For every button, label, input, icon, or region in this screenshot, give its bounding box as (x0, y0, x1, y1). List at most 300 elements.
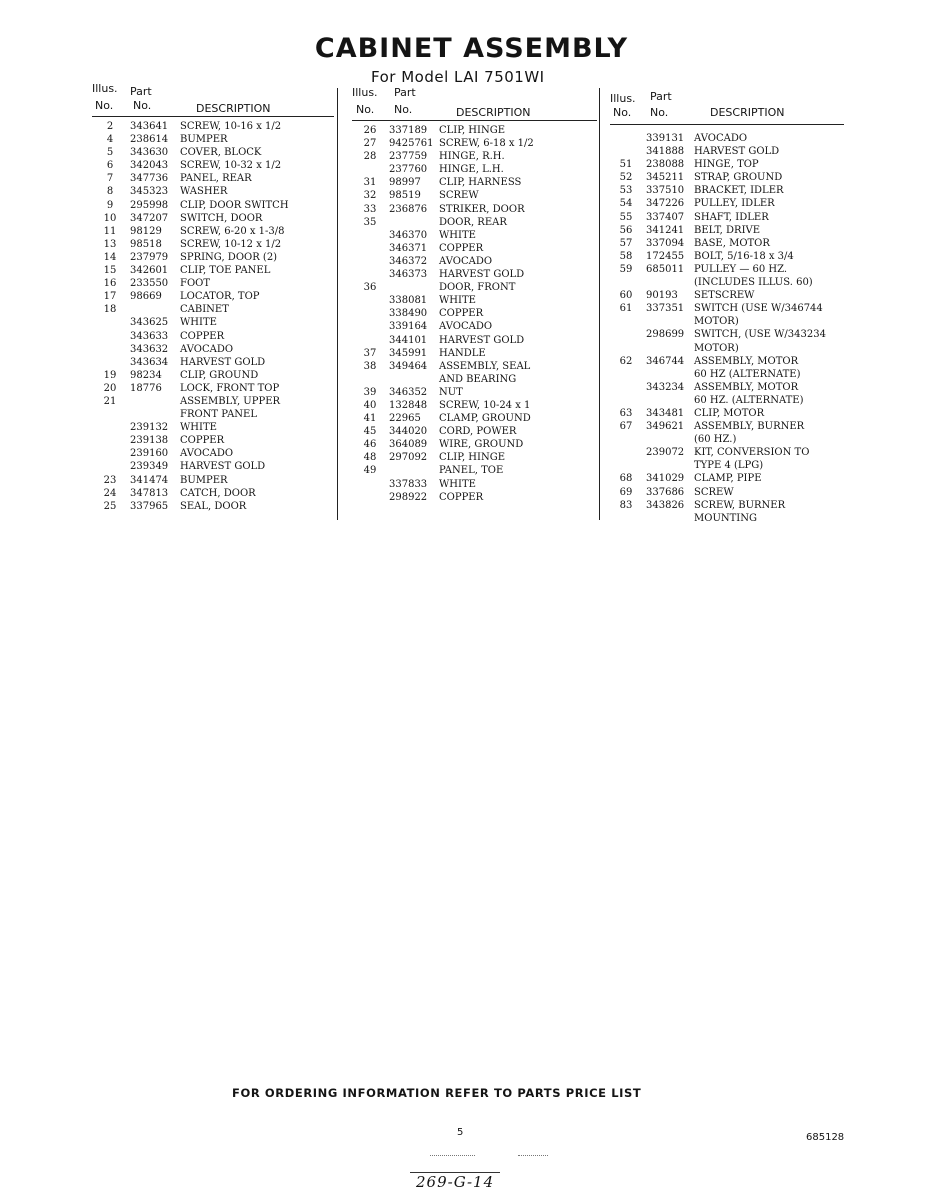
part-number: 239138 (130, 435, 169, 447)
table-row (610, 368, 844, 381)
part-description: CLIP, HINGE (439, 125, 506, 136)
table-row (610, 145, 844, 158)
part-number: 297092 (389, 452, 428, 464)
table-row (610, 472, 844, 485)
table-row (92, 356, 334, 369)
part-number: 9425761 (389, 138, 434, 150)
table-row (610, 158, 844, 171)
illus-number: 58 (619, 250, 633, 262)
table-row (610, 263, 844, 276)
part-description: SETSCREW (694, 290, 755, 302)
part-number: 337686 (646, 486, 685, 498)
part-number: 346373 (389, 269, 428, 281)
part-description: AVOCADO (180, 448, 234, 460)
part-description: HARVEST GOLD (180, 356, 266, 368)
table-row (610, 446, 844, 459)
illus-number: 37 (363, 347, 377, 359)
table-row (92, 330, 334, 343)
part-number: 239349 (130, 461, 169, 473)
header-part: Part (650, 90, 672, 103)
table-row (610, 250, 844, 263)
illus-number: 36 (363, 282, 377, 294)
illus-number: 46 (363, 439, 377, 451)
table-row (610, 197, 844, 210)
part-number: 239132 (130, 422, 169, 434)
part-number: 337833 (389, 478, 428, 490)
part-number: 337407 (646, 211, 685, 223)
part-number: 349621 (646, 421, 685, 433)
table-row (352, 255, 597, 268)
table-row (92, 133, 334, 146)
part-description: WHITE (180, 317, 217, 329)
illus-number: 14 (103, 251, 117, 263)
part-number: 239160 (130, 448, 169, 460)
illus-number: 7 (106, 173, 114, 185)
part-number: 346370 (389, 229, 428, 241)
part-number: 347207 (130, 212, 169, 224)
table-row (352, 203, 597, 216)
table-row (92, 421, 334, 434)
header-part-no: No. (650, 106, 669, 119)
illus-number: 25 (103, 500, 117, 512)
table-row (352, 451, 597, 464)
part-number: 337510 (646, 185, 685, 197)
header-illus-no: No. (613, 106, 632, 119)
illus-number: 62 (619, 355, 633, 367)
illus-number: 53 (619, 185, 633, 197)
table-row (352, 176, 597, 189)
part-description: BASE, MOTOR (694, 237, 770, 249)
part-number: 345991 (389, 347, 428, 359)
illus-number: 33 (363, 203, 377, 215)
part-description: SEAL, DOOR (180, 500, 247, 512)
part-description: WHITE (439, 295, 476, 307)
table-row (352, 216, 597, 229)
part-description: (60 HZ.) (694, 434, 737, 446)
part-description: WHITE (439, 229, 476, 241)
table-row (352, 137, 597, 150)
part-number: 337094 (646, 237, 685, 249)
part-description: LOCATOR, TOP (180, 291, 260, 303)
table-row (92, 277, 334, 290)
part-number: 98519 (389, 190, 421, 202)
part-description: SCREW, 10-12 x 1/2 (180, 238, 282, 250)
part-number: 343630 (130, 147, 169, 159)
illus-number: 54 (619, 198, 633, 210)
part-description: HINGE, L.H. (439, 164, 504, 176)
part-description: LOCK, FRONT TOP (180, 382, 280, 394)
part-description: 60 HZ. (ALTERNATE) (694, 394, 804, 406)
part-number: 132848 (389, 399, 428, 411)
table-row (610, 224, 844, 237)
part-number: 347226 (646, 198, 685, 210)
illus-number: 2 (106, 121, 114, 132)
part-description: AVOCADO (180, 343, 234, 355)
part-number: 346371 (389, 242, 428, 254)
part-number: 343632 (130, 343, 169, 355)
page-title: CABINET ASSEMBLY (314, 33, 629, 64)
table-row (352, 464, 597, 477)
part-number: 172455 (646, 250, 685, 262)
part-description: COPPER (180, 435, 225, 447)
part-description: AVOCADO (439, 321, 493, 333)
part-number: 342601 (130, 265, 169, 277)
part-description: ASSEMBLY, MOTOR (694, 381, 799, 393)
table-row (352, 373, 597, 386)
table-row (610, 171, 844, 184)
part-description: STRIKER, DOOR (439, 203, 525, 215)
table-row (610, 342, 844, 355)
table-row (92, 434, 334, 447)
part-description: HARVEST GOLD (439, 334, 525, 346)
part-description: BELT, DRIVE (694, 224, 761, 236)
illus-number: 61 (619, 303, 633, 315)
table-row (610, 315, 844, 328)
part-number: 347813 (130, 487, 169, 499)
table-row (352, 242, 597, 255)
part-number: 343481 (646, 407, 685, 419)
part-number: 98129 (130, 225, 162, 237)
table-row (352, 438, 597, 451)
table-row (92, 264, 334, 277)
ordering-footer: FOR ORDERING INFORMATION REFER TO PARTS PRICE LIST (232, 1086, 642, 1100)
table-row (92, 146, 334, 159)
table-row (352, 229, 597, 242)
part-number: 237979 (130, 251, 169, 263)
table-row (610, 512, 844, 525)
part-description: HINGE, TOP (694, 159, 759, 171)
part-number: 349464 (389, 360, 428, 372)
table-row (610, 184, 844, 197)
table-row (610, 211, 844, 224)
illus-number: 5 (106, 147, 114, 159)
illus-number: 27 (363, 138, 377, 150)
table-row (610, 407, 844, 420)
table-row (92, 487, 334, 500)
table-row (92, 408, 334, 421)
part-number: 339131 (646, 133, 685, 144)
column-header (92, 82, 334, 116)
part-description: SWITCH, (USE W/343234 (694, 329, 826, 341)
illus-number: 83 (619, 499, 633, 511)
table-row (92, 369, 334, 382)
part-number: 343625 (130, 317, 169, 329)
illus-number: 69 (619, 486, 633, 498)
table-row (352, 307, 597, 320)
table-row (92, 382, 334, 395)
part-number: 343641 (130, 121, 169, 132)
table-row (352, 268, 597, 281)
part-description: SCREW, 10-24 x 1 (439, 399, 531, 411)
illus-number: 51 (619, 159, 633, 171)
table-row (92, 212, 334, 225)
part-description: SPRING, DOOR (2) (180, 251, 278, 263)
part-description: COVER, BLOCK (180, 147, 262, 159)
part-number: 98669 (130, 291, 162, 303)
table-row (610, 132, 844, 145)
illus-number: 39 (363, 386, 377, 398)
part-number: 238088 (646, 159, 685, 171)
illus-number: 6 (106, 160, 114, 172)
part-number: 295998 (130, 199, 169, 211)
part-description: HARVEST GOLD (694, 146, 780, 158)
part-description: CLIP, DOOR SWITCH (180, 199, 289, 211)
parts-rows (352, 124, 597, 504)
part-number: 341888 (646, 146, 685, 158)
part-description: HARVEST GOLD (180, 461, 266, 473)
part-description: PANEL, TOE (439, 465, 504, 477)
table-row (92, 172, 334, 185)
header-part-no: No. (394, 103, 413, 116)
table-row (92, 290, 334, 303)
table-row (352, 347, 597, 360)
table-row (92, 316, 334, 329)
header-part-no: No. (133, 99, 152, 112)
part-description: CLIP, TOE PANEL (180, 265, 271, 277)
part-description: CATCH, DOOR (180, 487, 256, 499)
illus-number: 13 (103, 238, 117, 250)
page-number: 5 (457, 1127, 464, 1138)
table-row (610, 486, 844, 499)
illus-number: 26 (363, 125, 377, 136)
part-number: 345323 (130, 186, 169, 198)
part-number: 347736 (130, 173, 169, 185)
part-description: SHAFT, IDLER (694, 211, 769, 223)
illus-number: 49 (363, 465, 377, 477)
part-description: ASSEMBLY, MOTOR (694, 355, 799, 367)
part-description: STRAP, GROUND (694, 172, 783, 184)
part-description: SCREW, 6-20 x 1-3/8 (180, 225, 285, 237)
table-row (92, 225, 334, 238)
part-description: SWITCH (USE W/346744 (694, 303, 823, 315)
illus-number: 63 (619, 407, 633, 419)
illus-number: 4 (106, 134, 114, 146)
table-row (610, 289, 844, 302)
part-description: CLIP, GROUND (180, 369, 259, 381)
illus-number: 67 (619, 421, 633, 433)
part-description: TYPE 4 (LPG) (694, 460, 764, 472)
table-row (352, 478, 597, 491)
table-row (92, 238, 334, 251)
part-description: NUT (439, 386, 463, 398)
illus-number: 52 (619, 172, 633, 184)
illus-number: 19 (103, 369, 117, 381)
column-divider (337, 88, 338, 520)
part-number: 98997 (389, 177, 421, 189)
part-description: WHITE (180, 422, 217, 434)
illus-number: 24 (103, 487, 117, 499)
parts-rows (92, 120, 334, 513)
part-description: FRONT PANEL (180, 409, 257, 421)
illus-number: 28 (363, 151, 377, 163)
part-number: 98518 (130, 238, 162, 250)
part-number: 343826 (646, 499, 685, 511)
part-description: WASHER (180, 186, 228, 198)
illus-number: 41 (363, 413, 377, 425)
table-row (352, 360, 597, 373)
part-number: 343633 (130, 330, 169, 342)
part-number: 346744 (646, 355, 685, 367)
part-number: 298699 (646, 329, 685, 341)
illus-number: 45 (363, 426, 377, 438)
part-number: 238614 (130, 134, 169, 146)
part-number: 337351 (646, 303, 685, 315)
illus-number: 9 (106, 199, 114, 211)
part-number: 344101 (389, 334, 428, 346)
part-number: 364089 (389, 439, 428, 451)
illus-number: 68 (619, 473, 633, 485)
part-description: AVOCADO (694, 133, 748, 144)
table-row (352, 150, 597, 163)
table-row (92, 185, 334, 198)
part-description: MOTOR) (694, 342, 739, 354)
table-row (610, 394, 844, 407)
column-divider (599, 88, 600, 520)
parts-column-2 (352, 86, 597, 504)
table-row (352, 386, 597, 399)
table-row (352, 163, 597, 176)
table-row (352, 399, 597, 412)
part-description: SWITCH, DOOR (180, 212, 263, 224)
header-description: DESCRIPTION (456, 106, 531, 119)
table-row (610, 420, 844, 433)
part-description: ASSEMBLY, SEAL (439, 360, 531, 372)
handwritten-stamp: 269-G-14 (410, 1172, 500, 1191)
illus-number: 8 (106, 186, 114, 198)
table-row (92, 303, 334, 316)
part-number: 22965 (389, 413, 421, 425)
illus-number: 59 (619, 263, 633, 275)
part-description: PULLEY — 60 HZ. (694, 263, 788, 275)
part-description: CLAMP, PIPE (694, 473, 762, 485)
table-row (352, 124, 597, 137)
part-description: FOOT (180, 278, 211, 290)
part-description: BOLT, 5/16-18 x 3/4 (694, 250, 794, 262)
part-description: BUMPER (180, 134, 228, 146)
table-row (610, 381, 844, 394)
table-row (92, 120, 334, 133)
header-illus-no: No. (356, 103, 375, 116)
header-illus-no: No. (95, 99, 114, 112)
illus-number: 11 (103, 225, 117, 237)
part-description: AND BEARING (439, 373, 517, 385)
table-row (352, 294, 597, 307)
part-description: ASSEMBLY, UPPER (180, 395, 281, 407)
table-row (610, 355, 844, 368)
part-number: 341241 (646, 224, 685, 236)
table-row (610, 459, 844, 472)
part-number: 339164 (389, 321, 428, 333)
part-description: WHITE (439, 478, 476, 490)
table-row (352, 189, 597, 202)
part-description: DOOR, REAR (439, 216, 507, 228)
column-header (610, 90, 844, 124)
model-subtitle: For Model LAI 7501WI (371, 68, 545, 86)
illus-number: 38 (363, 360, 377, 372)
table-row (610, 237, 844, 250)
part-description: COPPER (180, 330, 225, 342)
part-number: 343634 (130, 356, 169, 368)
column-header (352, 86, 597, 120)
part-number: 237760 (389, 164, 428, 176)
illus-number: 10 (103, 212, 117, 224)
part-description: HANDLE (439, 347, 486, 359)
table-row (610, 328, 844, 341)
part-description: SCREW, 10-32 x 1/2 (180, 160, 282, 172)
dotted-line (430, 1155, 475, 1156)
illus-number: 16 (103, 278, 117, 290)
part-description: CLIP, HINGE (439, 452, 506, 464)
part-description: 60 HZ (ALTERNATE) (694, 368, 801, 380)
table-row (352, 425, 597, 438)
illus-number: 55 (619, 211, 633, 223)
part-description: (INCLUDES ILLUS. 60) (694, 277, 813, 289)
table-row (92, 500, 334, 513)
illus-number: 18 (103, 304, 117, 316)
illus-number: 60 (619, 290, 633, 302)
table-row (92, 395, 334, 408)
part-description: COPPER (439, 308, 484, 320)
parts-column-1 (92, 82, 334, 513)
header-part: Part (130, 85, 152, 98)
table-row (610, 433, 844, 446)
part-number: 341474 (130, 474, 169, 486)
part-description: BRACKET, IDLER (694, 185, 784, 197)
part-number: 337189 (389, 125, 428, 136)
table-row (352, 412, 597, 425)
table-row (92, 199, 334, 212)
illus-number: 40 (363, 399, 377, 411)
part-number: 18776 (130, 382, 162, 394)
illus-number: 48 (363, 452, 377, 464)
parts-column-3 (610, 90, 844, 525)
part-number: 338081 (389, 295, 428, 307)
illus-number: 32 (363, 190, 377, 202)
illus-number: 20 (103, 382, 117, 394)
header-part: Part (394, 86, 416, 99)
table-row (352, 281, 597, 294)
part-number: 98234 (130, 369, 162, 381)
part-number: 344020 (389, 426, 428, 438)
part-number: 233550 (130, 278, 169, 290)
part-description: SCREW, BURNER (694, 499, 786, 511)
part-number: 236876 (389, 203, 428, 215)
header-rule (92, 116, 334, 117)
table-row (92, 447, 334, 460)
illus-number: 15 (103, 265, 117, 277)
part-number: 239072 (646, 447, 685, 459)
table-row (352, 334, 597, 347)
part-description: MOUNTING (694, 512, 757, 524)
illus-number: 23 (103, 474, 117, 486)
part-number: 337965 (130, 500, 169, 512)
part-number: 346372 (389, 255, 428, 267)
table-row (92, 343, 334, 356)
table-row (610, 276, 844, 289)
part-number: 298922 (389, 491, 428, 503)
part-description: CLIP, MOTOR (694, 407, 765, 419)
part-description: COPPER (439, 242, 484, 254)
header-rule (352, 120, 597, 121)
illus-number: 17 (103, 291, 117, 303)
header-illus: Illus. (610, 92, 636, 105)
header-illus: Illus. (352, 86, 378, 99)
part-description: AVOCADO (439, 255, 493, 267)
part-number: 343234 (646, 381, 685, 393)
part-number: 342043 (130, 160, 169, 172)
table-row (610, 499, 844, 512)
part-number: 685011 (646, 263, 685, 275)
